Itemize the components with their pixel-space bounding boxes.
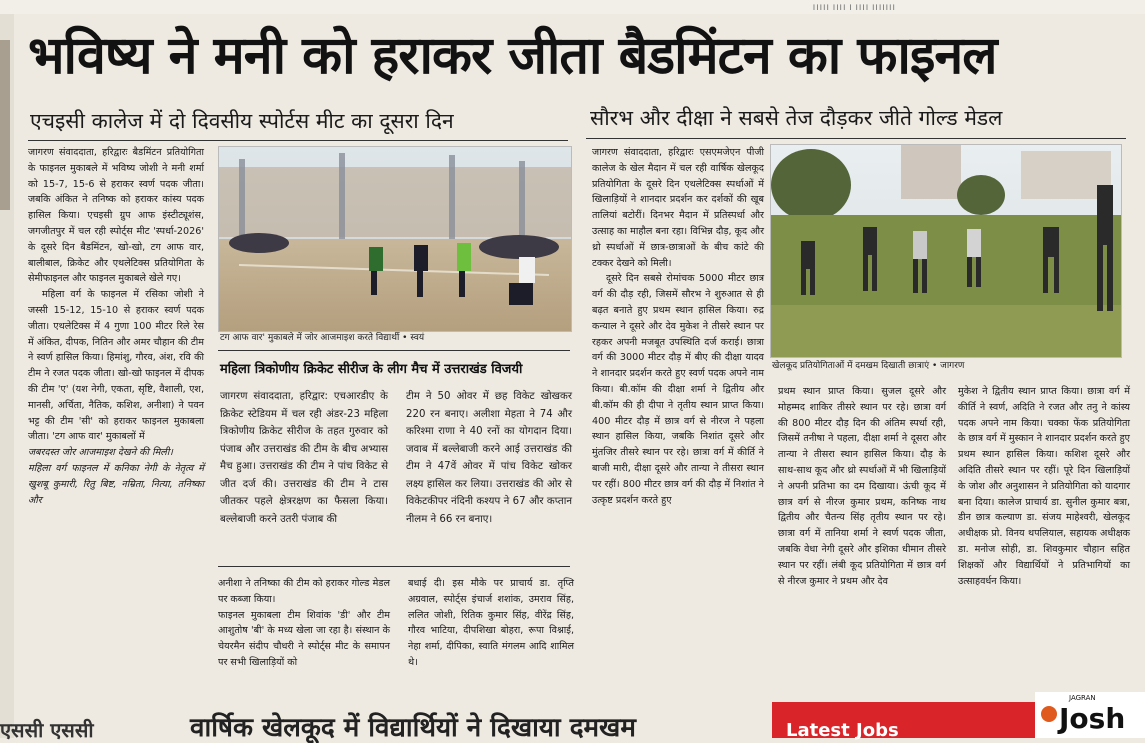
logo-circle-icon	[1041, 706, 1057, 722]
box-rule	[218, 350, 570, 351]
bottom-left-fragment: एससी एससी	[0, 718, 94, 742]
top-strip-text: ।।।।। ।।।। । ।।।। ।।।।।।।	[811, 3, 895, 13]
right-col2: प्रथम स्थान प्राप्त किया। सुजल दूसरे और मोहम्मद शाकिर तीसरे स्थान पर रहे। छात्रा वर्ग की 800 मीटर दौड़ दिन की अंतिम स्पर्धा रही, जिसमें तनीषा ने पहला, दीक्षा शर्मा ने दूसरा और तान्या ने तीसरा स्थान हासिल किया। दौड़ के साथ-साथ कूद और थ्रो स्पर्धाओं में भी खिलाड़ियों ने अपनी प्रतिभा का दम दिखाया। ऊंची कूद में छात्र वर्ग से नीरज कुमार प्रथम, कनिष्क नाथ द्वितीय और चैतन्य सिंह तृतीय स्थान पर रहे। छात्रा वर्ग में तानिया शर्मा ने स्वर्ण पदक जीता, जबकि वेधा नेगी दूसरे और इशिका धीमान तीसरे स्थान पर रहीं। लंबी कूद प्रतियोगिता में छात्र वर्ग से नीरज कुमार ने प्रथम और देव	[778, 386, 946, 587]
logo-jagran: JAGRAN	[1069, 694, 1096, 702]
right-col1	[592, 145, 764, 508]
jagran-josh-logo	[1035, 692, 1145, 738]
box-bottom-rule	[218, 566, 570, 567]
page-headline: भविष्य ने मनी को हराकर जीता बैडमिंटन का फाइनल	[28, 25, 997, 86]
left-lower-col2: बधाई दी। इस मौके पर प्राचार्य डा. तृप्ति अग्रवाल, स्पोर्ट्स इंचार्ज शशांक, उमराव सिंह, ललित जोशी, रितिक कुमार सिंह, वीरेंद्र सिंह, गौरव भाटिया, दीपशिखा बोहरा, रूपा विश्नाई, नेहा शर्मा, दीपिका, स्वाति मंगलम आदि शामिल थे।	[408, 578, 574, 668]
left-lower-p1: अनीशा ने तनिष्का की टीम को हराकर गोल्ड मेडल पर कब्जा किया।	[218, 578, 390, 605]
cricket-box-col2: टीम ने 50 ओवर में छह विकेट खोखकर 220 रन बनाए। अलीशा मेहता ने 74 और करिश्मा राणा ने 40 रनों का योगदान दिया। जवाब में बल्लेबाजी करने आई उत्तराखंड की टीम ने 47वें ओवर में पांच विकेट खोकर लक्ष्य हासिल कर लिया। उत्तराखंड की ओर से विकेटकीपर नंदिनी कश्यप ने 67 और कप्तान नीलम ने 66 रन बनाए।	[406, 391, 572, 525]
left-col1	[28, 145, 204, 508]
right-col3: मुकेश ने द्वितीय स्थान प्राप्त किया। छात्रा वर्ग में कीर्ति ने स्वर्ण, अदिति ने रजत और तनु ने कांस्य पदक अपने नाम किया। चक्का फेंक प्रतियोगिता के छात्र वर्ग में मुस्कान ने शानदार प्रदर्शन करते हुए प्रथम स्थान हासिल किया। कशिश दूसरे और अदिति तीसरे स्थान पर रहीं। पूरे दिन खिलाड़ियों के जोश और अनुशासन ने प्रतियोगिता को यादगार बना दिया। कालेज प्राचार्य डा. सुनील कुमार बत्रा, डीन छात्र कल्याण डा. संजय माहेश्वरी, खेलकूद अधीक्षक प्रो. विनय थपलियाल, सहायक अधीक्षक डा. मनोज सोही, डा. शिवकुमार चौहान सहित शिक्षकों और विद्यार्थियों ने प्रतिभागियों का उत्साहवर्धन किया।	[958, 386, 1130, 587]
athletics-photo-caption: खेलकूद प्रतियोगिताओं में दमखम दिखाती छात्राएं • जागरण	[772, 361, 965, 371]
logo-josh: Josh	[1059, 702, 1126, 735]
bottom-headline: वार्षिक खेलकूद में विद्यार्थियों ने दिखाया दमखम	[190, 713, 636, 743]
left-lower-p2: फाइनल मुकाबला टीम शिवांक 'डी' और टीम आशुतोष 'बी' के मध्य खेला जा रहा है। संस्थान के चेयरमैन संदीप चौधरी ने स्पोर्ट्स मीट के समापन पर सभी खिलाड़ियों को	[218, 609, 390, 668]
right-rule	[586, 138, 1126, 139]
latest-jobs-text: Latest Jobs	[786, 720, 899, 741]
left-col1-p2: महिला वर्ग के फाइनल में रसिका जोशी ने जस्सी 15-12, 15-10 से हराकर स्वर्ण पदक जीता। एथलेटिक्स में 4 गुणा 100 मीटर रिले रेस में अंकित, दीपक, नितिन और अमर चौहान की टीम ने स्वर्ण हासिल किया। हिमांशु, गौरव, अंश, रवि की टीम ने रजत पदक जीता। खो-खो फाइनल में दीपक की टीम 'ए' (यश नेगी, एकता, सृष्टि, वैशाली, एश, मानसी, अर्चिता, नैतिक, कशिश, अनीशा) ने पवन भट्ट की टीम 'सी' को हराकर फाइनल मुकाबला जीता। 'टग आफ वार' मुकाबलों में	[28, 289, 204, 443]
tug-photo-caption: टग आफ वार' मुकाबले में जोर आजमाइश करते विद्यार्थी • स्वयं	[220, 333, 425, 343]
cricket-box-title: महिला त्रिकोणीय क्रिकेट सीरीज के लीग मैच में उत्तराखंड विजयी	[220, 362, 523, 377]
left-subhead: एचइसी कालेज में दो दिवसीय स्पोर्टस मीट का दूसरा दिन	[30, 109, 454, 133]
left-col1-p4: महिला वर्ग फाइनल में कनिका नेगी के नेतृत्व में खुशबू कुमारी, रितु बिष्ट, नम्रिता, नित्या, तनिष्का और	[28, 462, 204, 506]
tug-of-war-photo	[218, 146, 572, 332]
left-lower-col1	[218, 576, 390, 671]
athletics-photo	[770, 144, 1122, 358]
right-subhead: सौरभ और दीक्षा ने सबसे तेज दौड़कर जीते गोल्ड मेडल	[590, 106, 1003, 130]
left-col1-p1: जागरण संवाददाता, हरिद्वारः बैडमिंटन प्रतियोगिता के फाइनल मुकाबले में भविष्य जोशी ने मनी शर्मा को 15-7, 15-6 से हराकर स्वर्ण पदक जीता। जबकि अंकित ने तनिष्क को हराकर कांस्य पदक हासिल किया। एचइसी ग्रुप आफ इंस्टीट्यूशंस, जगजीतपुर में चल रही स्पोर्ट्स मीट 'स्पर्धा-2026' के दूसरे दिन बैडमिंटन, खो-खो, टग आफ वार, बालीबाल, क्रिकेट और एथलेटिक्स प्रतियोगिता के सेमीफाइनल और फाइनल मुकाबले खेले गए।	[28, 147, 204, 285]
left-col1-p3: जबरदस्त जोर आजमाइश देखने की मिली।	[28, 447, 173, 459]
cricket-box-col1: जागरण संवाददाता, हरिद्वार: एचआरडीए के क्रिकेट स्टेडियम में चल रही अंडर-23 महिला त्रिकोणीय क्रिकेट सीरीज के तहत गुरुवार को पंजाब और उत्तराखंड की टीम के बीच अभ्यास मैच हुआ। उत्तराखंड की टीम ने पांच विकेट से जीत दर्ज की। उत्तराखंड की टीम ने टास जीतकर पहले क्षेत्ररक्षण का फैसला किया। बल्लेबाजी करने उतरी पंजाब की	[220, 391, 388, 525]
top-strip	[0, 0, 1145, 14]
edge-mark	[0, 40, 10, 210]
right-col1-p2: दूसरे दिन सबसे रोमांचक 5000 मीटर छात्र वर्ग की दौड़ रही, जिसमें सौरभ ने शुरुआत से ही बढ़त बनाते हुए प्रथम स्थान हासिल किया। रुद्र कन्याल ने दूसरे और देव मुकेश ने तीसरे स्थान पर रहकर अपनी मजबूत उपस्थिति दर्ज कराई। छात्रा वर्ग की 3000 मीटर दौड़ में बीए की दीक्षा यादव ने शानदार प्रदर्शन करते हुए स्वर्ण पदक अपने नाम किया। बी.कॉम की दीक्षा शर्मा ने द्वितीय और बी.कॉम की ही दीपा ने तृतीय स्थान प्राप्त किया। 400 मीटर दौड़ में छात्र वर्ग से नीरज ने पहला स्थान हासिल किया, जबकि निशांत दूसरे और मुंतजिर तीसरे स्थान पर रहे। छात्रा वर्ग में कीर्ति ने बाजी मारी, दीक्षा दूसरे और तान्या ने तीसरा स्थान पर रहीं। 800 मीटर छात्र वर्ग की दौड़ में निशांत ने उत्कृष्ट प्रदर्शन करते हुए	[592, 273, 764, 506]
left-page-edge	[0, 14, 14, 738]
right-col1-p1: जागरण संवाददाता, हरिद्वारः एसएमजेएन पीजी कालेज के खेल मैदान में चल रही वार्षिक खेलकूद प्रतियोगिता के दूसरे दिन एथलेटिक्स स्पर्धाओं में खिलाड़ियों ने शानदार प्रदर्शन कर दर्शकों की खूब तालियां बटोरीं। दिनभर मैदान में प्रतिस्पर्धा और उत्साह का माहौल बना रहा। विभिन्न दौड़, कूद और थ्रो स्पर्धाओं में छात्र-छात्राओं के बीच कांटे की टक्कर देखने को मिली।	[592, 147, 764, 269]
left-rule	[28, 140, 568, 141]
